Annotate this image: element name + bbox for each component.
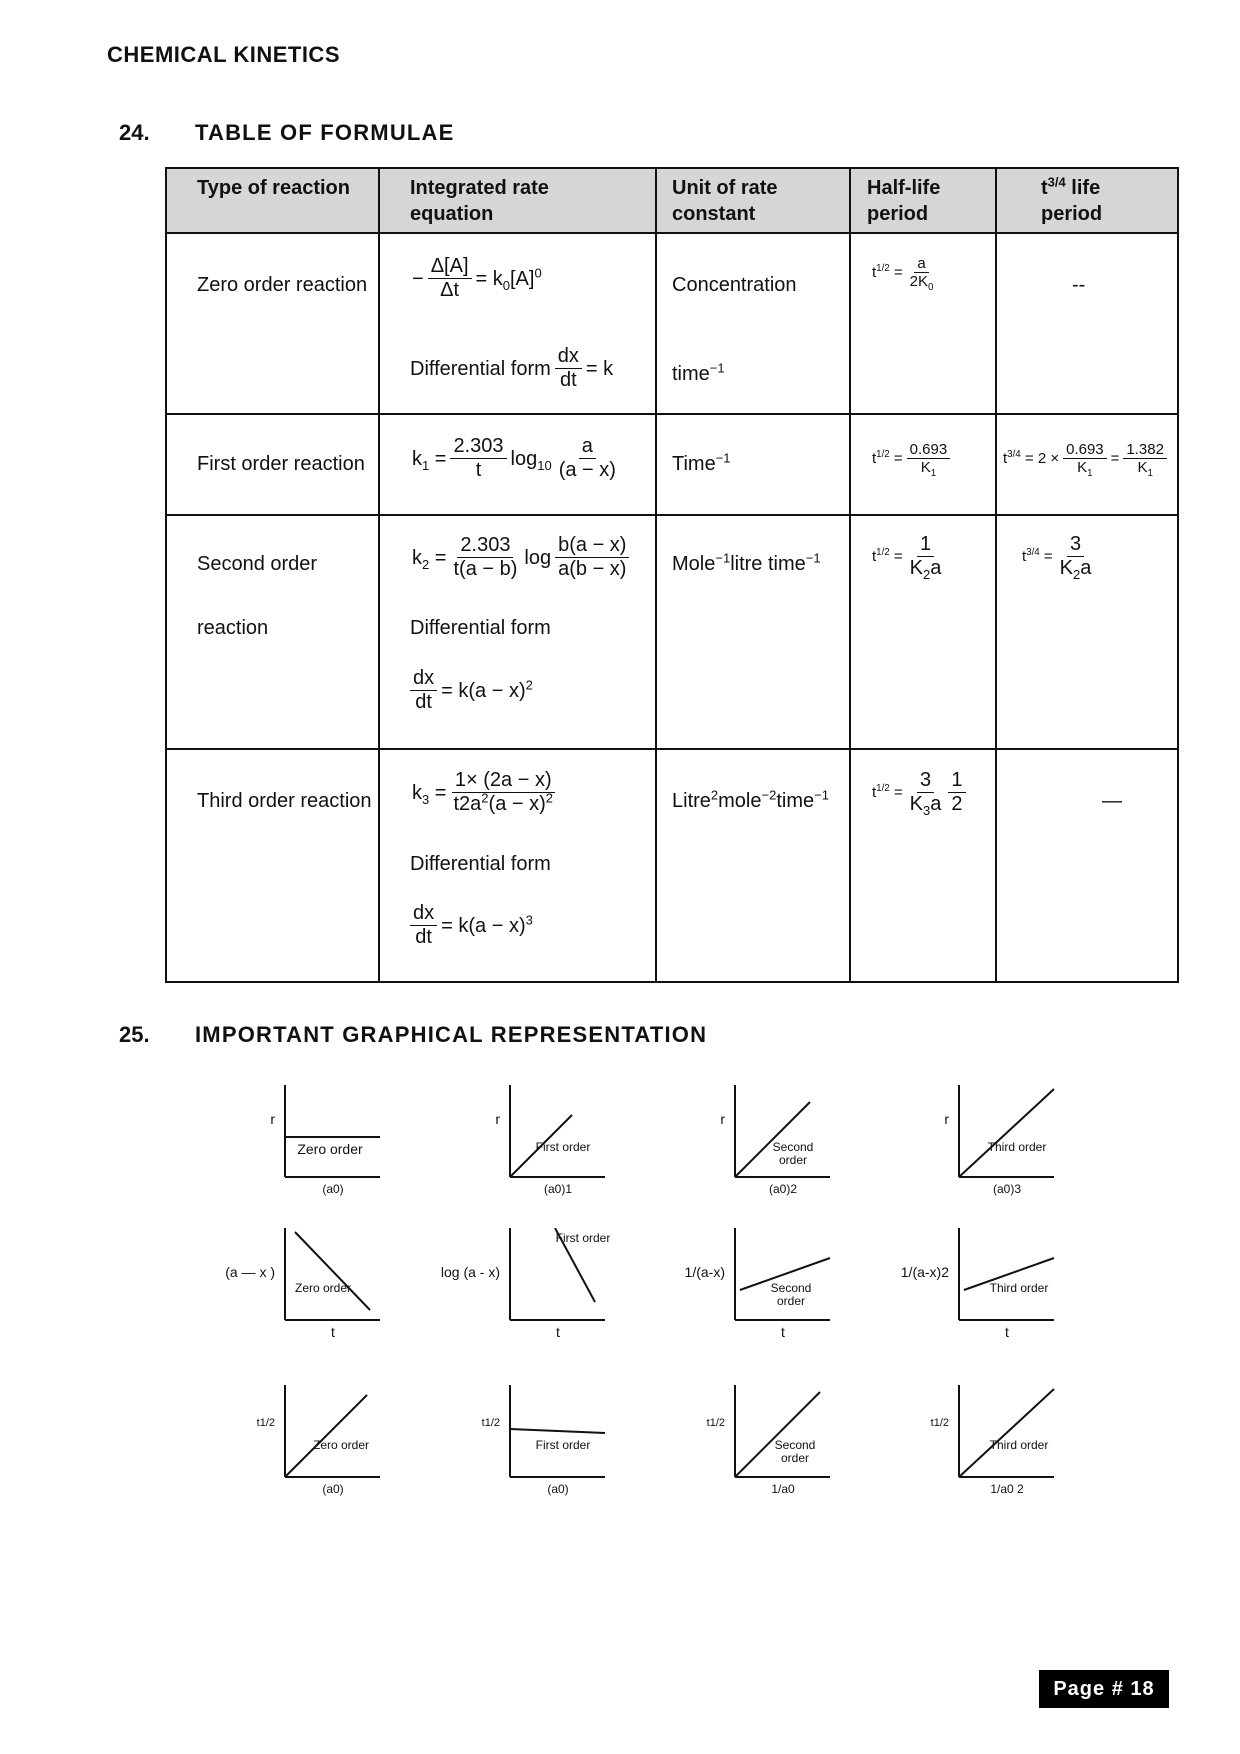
graph-order-label: Zero order	[294, 1281, 352, 1295]
cell-t34-second: $t^{3/4}$ = $\frac{3}{K_2a}$	[1022, 533, 1092, 582]
cell-rate-eq-second: $k_2$ = $\frac{2.303}{t(a - b)}$ log $\frac{b(a - x)}{a(b - x)}$	[412, 534, 629, 581]
header-half-life: Half-life period	[867, 177, 941, 225]
graph-x-label: t	[781, 1324, 785, 1340]
graph-y-label: t1/2	[706, 1417, 725, 1429]
graph-y-label: t1/2	[256, 1417, 275, 1429]
header-type: Type of reaction	[197, 177, 350, 199]
trend-line	[959, 1389, 1054, 1477]
mini-graph	[733, 1228, 832, 1324]
cell-rate-eq-zero: − $\frac{\Delta[A]}{\Delta t}$ = $k_0[A]^0$	[412, 255, 542, 301]
cell-type-first: First order reaction	[197, 453, 365, 475]
cell-diff-second: $\frac{dx}{dt}$ = $k(a - x)^2$	[410, 667, 533, 714]
cell-t34-first: $t^{3/4} = 2$ × $\frac{0.693}{K_1}$ = $\frac{1.382}{K_1}$	[1003, 441, 1167, 477]
graph-order-label: First order	[535, 1438, 591, 1452]
graph-y-label: 1/(a-x)2	[900, 1264, 949, 1280]
graph-x-label: (a0)1	[543, 1182, 572, 1196]
mini-graph	[957, 1085, 1056, 1181]
cell-t34-zero: --	[1072, 274, 1086, 296]
mini-graph	[283, 1228, 382, 1324]
cell-type-second: Second order	[197, 553, 318, 575]
graph-order-label: First order	[555, 1231, 611, 1245]
graph-order-label: Zero order	[297, 1141, 363, 1157]
graph-y-label: (a — x )	[225, 1264, 275, 1280]
graph-order-label: Third order	[989, 1281, 1049, 1295]
section-title: IMPORTANT GRAPHICAL REPRESENTATION	[195, 1022, 708, 1047]
trend-line	[959, 1089, 1054, 1177]
cell-diff-label-second: Differential form	[410, 617, 551, 639]
header-unit: Unit of rate constant	[672, 177, 778, 225]
mini-graph	[508, 1085, 607, 1181]
row-divider	[167, 748, 1177, 750]
graph-y-label: r	[495, 1111, 500, 1127]
row-divider	[167, 514, 1177, 516]
graph-x-label: 1/a0 2	[990, 1482, 1024, 1496]
mini-graph	[733, 1385, 832, 1481]
cell-unit-first: Time$^{-1}$	[672, 450, 731, 475]
cell-unit-second: Mole$^{-1}$litre time$^{-1}$	[672, 550, 821, 575]
cell-type-second-2: reaction	[197, 617, 269, 639]
graph-x-label: t	[556, 1324, 560, 1340]
col-divider	[849, 169, 851, 981]
cell-rate-eq-first: $k_1$ = $\frac{2.303}{t}$ $\log_{10}$ $\frac{a}{(a - x)}$	[412, 435, 616, 481]
graph-y-label: 1/(a-x)	[684, 1264, 725, 1280]
graph-order-label: Third order	[989, 1438, 1049, 1452]
col-divider	[655, 169, 657, 981]
cell-half-life-first: $t^{1/2}$ = $\frac{0.693}{K_1}$	[872, 441, 950, 477]
graph-y-label: r	[270, 1111, 275, 1127]
graph-order-label: Third order	[987, 1140, 1047, 1154]
graph-y-label: t1/2	[930, 1417, 949, 1429]
graph-x-label: 1/a0	[771, 1482, 795, 1496]
formula-table	[165, 167, 1179, 983]
cell-t34-third: —	[1102, 790, 1122, 812]
header-rate-eq: Integrated rate equation	[410, 177, 549, 225]
graph-order-label: Zero order	[312, 1438, 370, 1452]
graph-x-label: (a0)	[322, 1482, 344, 1496]
section-number: 25.	[119, 1022, 150, 1047]
cell-type-zero: Zero order reaction	[197, 274, 368, 296]
row-divider	[167, 232, 1177, 234]
cell-unit-third: Litre$^2$mole$^{-2}$time$^{-1}$	[672, 787, 829, 812]
cell-diff-label-third: Differential form	[410, 853, 551, 875]
mini-graph	[283, 1385, 382, 1481]
trend-line	[295, 1232, 370, 1310]
graph-y-label: r	[944, 1111, 949, 1127]
col-divider	[995, 169, 997, 981]
cell-diff-zero: Differential form $\frac{dx}{dt}$ = k	[410, 345, 614, 391]
graph-x-label: (a0)	[322, 1182, 344, 1196]
mini-graph	[957, 1228, 1056, 1324]
graph-x-label: (a0)3	[992, 1182, 1021, 1196]
graph-x-label: t	[1005, 1324, 1009, 1340]
cell-unit2-zero: time$^{-1}$	[672, 360, 725, 385]
col-divider	[378, 169, 380, 981]
graph-x-label: (a0)	[547, 1482, 569, 1496]
graph-y-label: t1/2	[481, 1417, 500, 1429]
cell-half-life-second: $t^{1/2}$ = $\frac{1}{K_2a}$	[872, 533, 942, 582]
page-number-badge: Page # 18	[1039, 1670, 1169, 1708]
graph-order-label: Second order	[774, 1438, 816, 1465]
header-t34: $t^{3/4}$ life period	[1041, 174, 1103, 225]
mini-graph	[957, 1385, 1056, 1481]
cell-type-third: Third order reaction	[197, 790, 372, 812]
graph-order-label: Second order	[772, 1140, 814, 1167]
graph-order-label: Second order	[770, 1281, 812, 1308]
section-title: TABLE OF FORMULAE	[195, 120, 455, 145]
cell-unit-zero: Concentration	[672, 274, 797, 296]
cell-half-life-zero: $t^{1/2}$ = $\frac{a}{2K_0}$	[872, 255, 934, 294]
graph-y-label: r	[720, 1111, 725, 1127]
graph-x-label: t	[331, 1324, 335, 1340]
cell-half-life-third: $t^{1/2}$ = $\frac{3}{K_3a}$ $\frac{1}{2}$	[872, 769, 966, 816]
mini-graph	[283, 1085, 382, 1181]
row-divider	[167, 413, 1177, 415]
graph-x-label: (a0)2	[768, 1182, 797, 1196]
section-number: 24.	[119, 120, 150, 145]
trend-line	[510, 1429, 605, 1433]
trend-line	[285, 1395, 367, 1477]
cell-diff-third: $\frac{dx}{dt}$ = $k(a - x)^3$	[410, 902, 533, 949]
page-header: CHEMICAL KINETICS	[107, 42, 340, 67]
mini-graph	[508, 1385, 607, 1481]
graph-order-label: First order	[535, 1140, 591, 1154]
cell-rate-eq-third: $k_3$ = $\frac{1\times (2a - x)}{t2a^2(a - x)^2}$	[412, 769, 554, 815]
graph-y-label: log (a - x)	[440, 1264, 500, 1280]
